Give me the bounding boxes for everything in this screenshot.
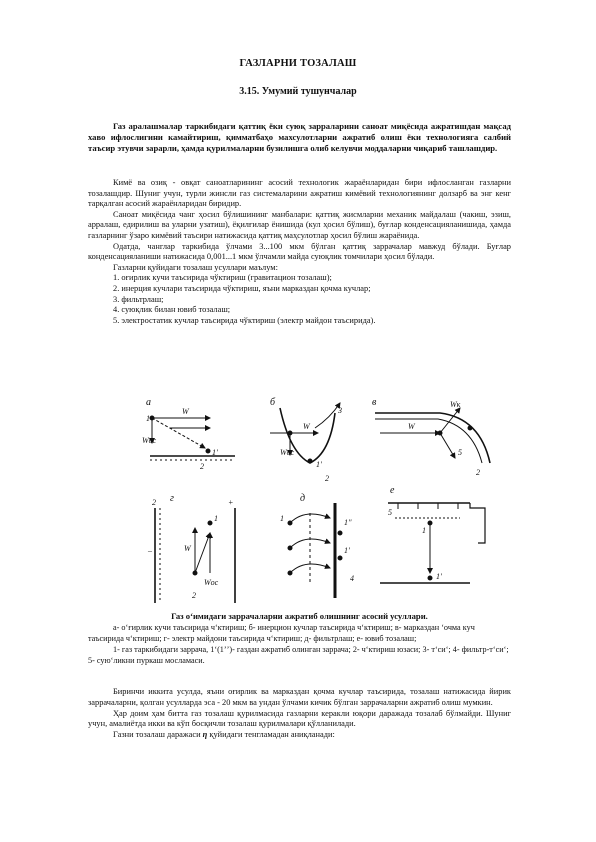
symbol-label: W <box>303 422 310 431</box>
panel-f-drawing <box>380 503 485 583</box>
method-item: 2. инерция кучлари таъсирида чўктириш, яъни марказдан қочма кучлар; <box>113 283 371 293</box>
symbol-label: Wк <box>450 400 461 409</box>
symbol-label: 4 <box>350 574 354 583</box>
symbol-label: 2 <box>192 591 196 600</box>
symbol-label: 2 <box>476 468 480 477</box>
method-item: 5. электростатик кучлар таъсирида чўктириш (электр майдон таъсирида). <box>113 315 376 325</box>
intro-text: Газ аралашмалар таркибидаги қаттиқ ёки суюқ зарраларини саноат миқёсида ажратишдан мақсад хаво ифлослигини камайтириш, қимматбаҳо махсулотларни ажратиб олиш ёки технологияга салбий таъсир этувчи зарарли, ҳамда қурилмаларни бузилишга олиб келувчи моддаларни чиқариб ташлашдир. <box>88 121 511 154</box>
symbol-label: 1 <box>422 526 426 535</box>
equation-intro-text: Газни тозалаш даражаси <box>113 730 201 740</box>
bottom-text <box>88 687 511 741</box>
figure-drawing <box>140 393 500 603</box>
figure-caption <box>88 611 511 666</box>
separation-methods-figure <box>140 393 500 603</box>
symbol-label: 1 <box>280 514 284 523</box>
caption-title: Газ oʻимидаги заррачаларни ажратиб олишнинг асосий усуллари. <box>171 611 428 621</box>
symbol-label: W <box>184 544 191 553</box>
symbol-label: 1' <box>436 572 442 581</box>
body-text <box>88 178 511 326</box>
method-item: 1. оғирлик кучи таъсирида чўктириш (гравитацион тозалаш); <box>113 273 332 283</box>
panel-d-drawing <box>155 508 235 603</box>
panel-label: а <box>146 397 151 408</box>
caption-line: 1- газ таркибидаги заррача, 1ʻ(1ʼʼ)- газдан ажратиб олинган заррача; 2- чʻктириш юзаси; 3- тʻсиʻ; 4- фильтр-тʻсиʻ; 5- суюʻликни пуркаш мосламаси. <box>88 645 509 665</box>
paragraph: Биринчи иккита усулда, яъни оғирлик ва марказдан қочма кучлар таъсирида, тозалаш натижасида йирик заррачаларни, қолган усулларда эса - 20 мкм ва ундан ўлчами кичик бўлган заррачаларни ажратиб олиш мумкин. <box>88 687 511 707</box>
section-heading: 3.15. Умумий тушунчалар <box>239 86 357 97</box>
panel-label: д <box>300 493 306 504</box>
symbol-label: 5 <box>388 508 392 517</box>
equation-intro-text: қуйидаги тенгламадан аниқланади: <box>209 730 335 740</box>
panel-label: в <box>372 397 377 408</box>
eta-symbol: η <box>202 730 208 740</box>
symbol-label: W <box>182 407 189 416</box>
panel-e-drawing <box>288 503 342 598</box>
symbol-label: W <box>408 422 415 431</box>
paragraph: Кимё ва озиқ - овқат саноатларининг асосий технологик жараёнларидан бири ифлосланган газларни тозалашдир. Шуниг учун, турли жинсли газ системаларини ажратиш кимёвий технологиянинг долзарб ва энг кенг тарқалган асосий жараёнларидан биридир. <box>88 178 511 209</box>
paragraph: Газларни қуйидаги тозалаш усуллари маълум: <box>113 262 278 272</box>
panel-c-drawing <box>375 408 490 463</box>
method-item: 3. фильтрлаш; <box>113 294 164 304</box>
symbol-label: 5 <box>458 448 462 457</box>
symbol-label: 2 <box>200 462 204 471</box>
method-item: 4. суюқлик билан ювиб тозалаш; <box>113 305 231 315</box>
symbol-label: 1 <box>214 514 218 523</box>
symbol-label: 1' <box>344 546 350 555</box>
symbol-label: + <box>228 498 234 507</box>
symbol-label: 2 <box>152 498 156 507</box>
symbol-label: 2 <box>325 474 329 483</box>
symbol-label: 1' <box>316 460 322 469</box>
equation-intro <box>88 730 511 741</box>
symbol-label: Wос <box>204 578 219 587</box>
symbol-label: – <box>148 546 152 555</box>
symbol-label: 1'' <box>344 518 352 527</box>
panel-label: г <box>170 493 174 504</box>
panel-label: е <box>390 485 395 496</box>
symbol-label: 1 <box>146 414 150 423</box>
panel-label: б <box>270 397 276 408</box>
paragraph: Ҳар доим ҳам битта газ тозалаш қурилмасида газларни керакли юқори даражада тозалаб бўлмайди. Шуниг учун, амалиётда икки ва кўп босқичли тозалаш қурилмалари қўлланилади. <box>88 708 511 729</box>
symbol-label: 3 <box>338 406 342 415</box>
symbol-label: Wос <box>280 448 295 457</box>
panel-a-drawing <box>150 416 235 460</box>
paragraph: Саноат миқёсида чанг ҳосил бўлишининг манбалари: қаттиқ жисмларни механик майдалаш (чакиш, эзиш, арралаш, едирилиш ва уларни узатиш), ёқилғилар ёнишида (кул ҳосил бўлиш), буғлар конденсацияланишида, ҳамда газларнинг ўзаро кимёвий таъсири натижасида қаттиқ маҳсулотлар ҳосил бўлиш жараёнида. <box>88 209 511 240</box>
caption-line: а- oʻғирлик кучи таъсирида чʻктириш; б- инерцион кучлар таъсирида чʻктириш; в- марказдан ʻочма куч таъсирида чʻктириш; г- электр майдони таъсирида чʻктириш; д- фильтрлаш; е- ювиб тозалаш; <box>88 623 475 643</box>
page-title: ГАЗЛАРНИ ТОЗАЛАШ <box>239 58 357 69</box>
symbol-label: 1' <box>212 448 218 457</box>
intro-paragraph <box>88 121 511 155</box>
paragraph: Одатда, чанглар таркибида ўлчами 3...100 мкм бўлган қаттиқ заррачалар мавжуд бўлади. Буғлар конденсацияланиши натижасида 0,001...1 мкм ўлчамли майда суюқлик томчилари ҳосил бўлади. <box>88 241 511 262</box>
symbol-label: Wос <box>142 436 157 445</box>
